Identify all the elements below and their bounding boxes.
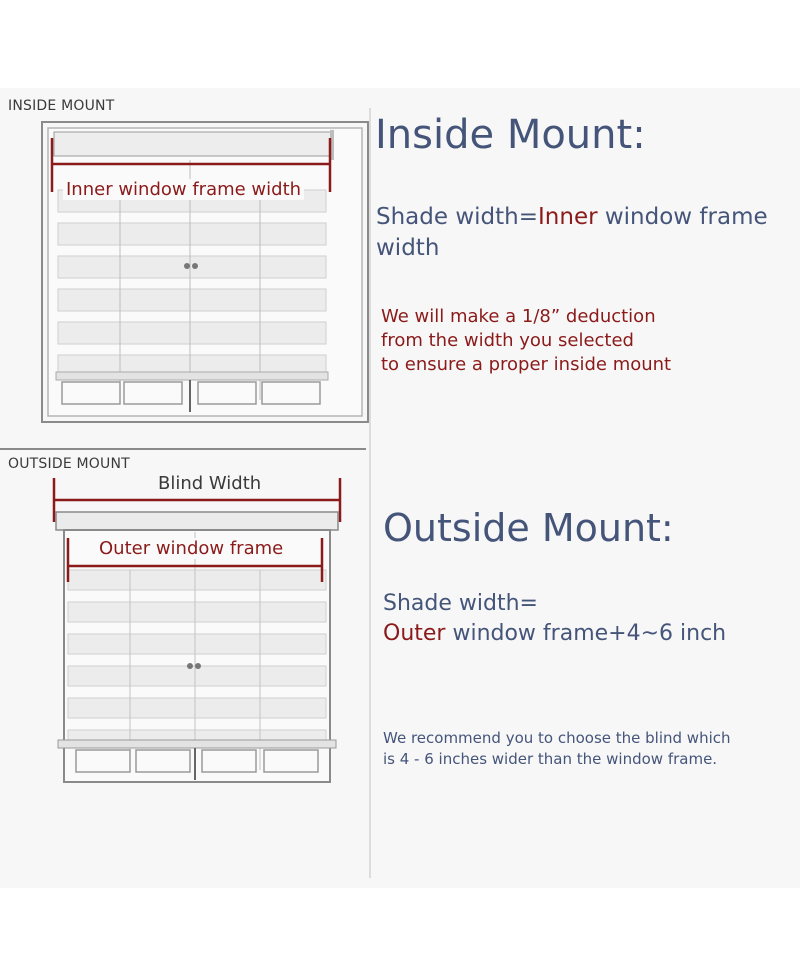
inside-mount-heading: Inside Mount: xyxy=(375,112,646,158)
inner-width-label: Inner window frame width xyxy=(63,179,304,200)
outside-headrail xyxy=(56,512,338,530)
outside-mount-label: OUTSIDE MOUNT xyxy=(8,456,130,472)
outside-mount-diagram xyxy=(50,470,350,790)
outside-note-line: is 4 - 6 inches wider than the window frame. xyxy=(383,750,718,768)
blind-width-label: Blind Width xyxy=(158,473,262,494)
outside-mount-heading: Outside Mount: xyxy=(383,506,674,550)
outside-bottom-rail xyxy=(58,740,336,748)
inside-formula-prefix: Shade width= xyxy=(376,204,538,230)
inside-formula-highlight: Inner xyxy=(538,204,598,230)
inside-formula xyxy=(376,202,768,232)
inside-formula-line2: width xyxy=(376,235,440,261)
outside-note-line: We recommend you to choose the blind which xyxy=(383,729,731,747)
outside-formula-line2 xyxy=(383,619,726,649)
outside-formula-highlight: Outer xyxy=(383,621,446,646)
outer-frame-label: Outer window frame xyxy=(96,538,286,559)
inside-note xyxy=(381,305,671,377)
section-separator xyxy=(0,448,366,450)
inside-note-line: We will make a 1/8” deduction xyxy=(381,306,656,327)
inside-note-line: from the width you selected xyxy=(381,330,634,351)
bottom-rail xyxy=(56,372,328,380)
inside-mount-diagram xyxy=(40,120,370,425)
outside-formula-line1: Shade width= xyxy=(383,591,538,616)
inside-note-line: to ensure a proper inside mount xyxy=(381,354,672,375)
outside-note xyxy=(383,728,731,770)
inside-formula-rest: window frame xyxy=(597,204,768,230)
outside-formula-rest: window frame+4~6 inch xyxy=(445,621,727,646)
inside-mount-label: INSIDE MOUNT xyxy=(8,98,115,114)
headrail xyxy=(54,132,332,156)
